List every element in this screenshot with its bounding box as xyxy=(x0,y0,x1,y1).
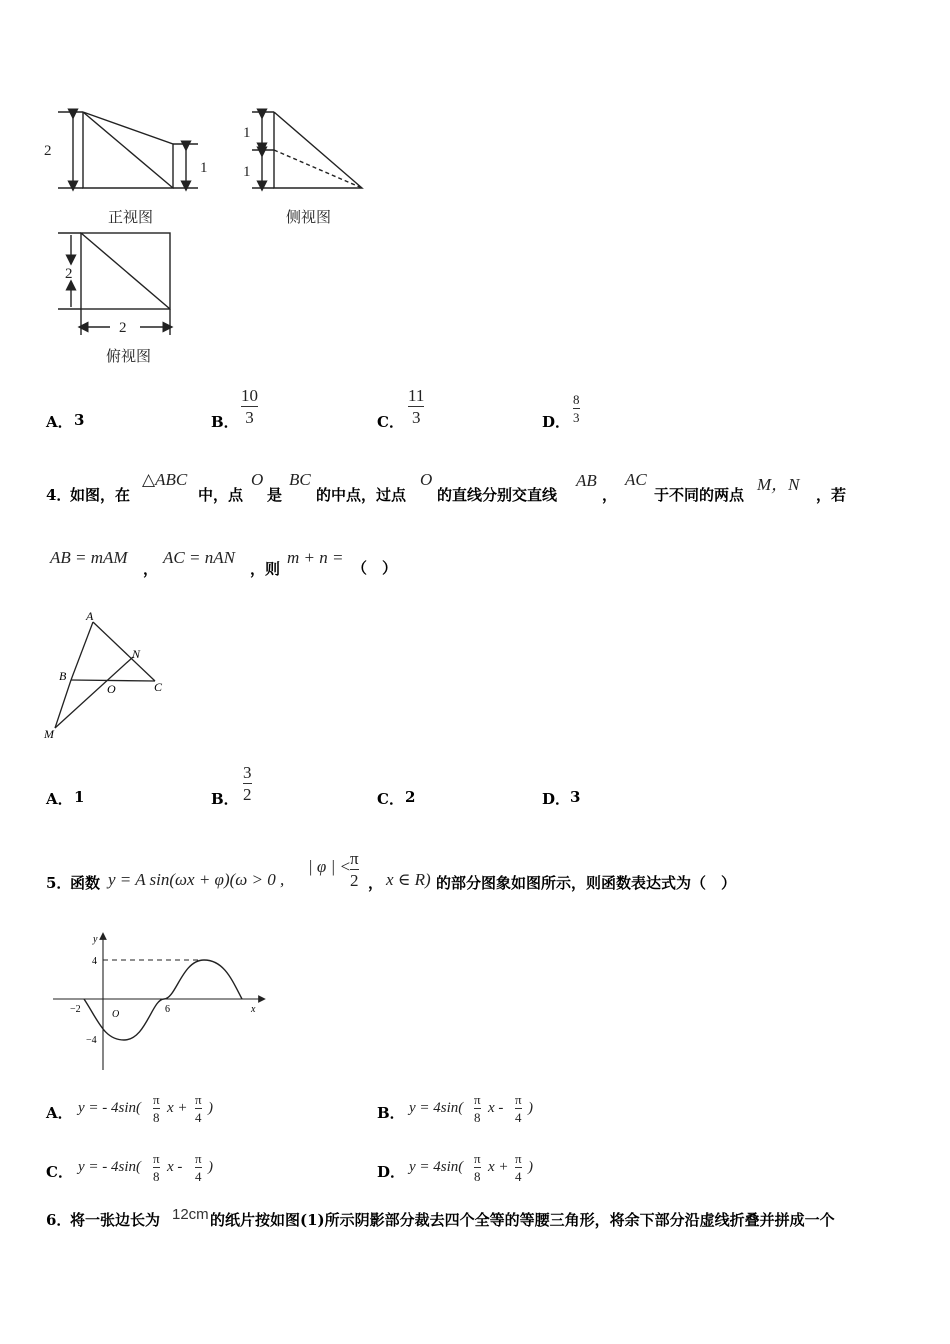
denominator: 3 xyxy=(411,408,421,427)
q4-number: 4． xyxy=(46,486,72,504)
q5-option-d[interactable] xyxy=(377,1152,697,1192)
q4-math-ab-mam: AB = mAM xyxy=(50,548,128,567)
front-view-caption: 正视图 xyxy=(108,208,154,226)
q5-text-1: 函数 xyxy=(70,874,101,892)
option-pre: y = - 4sin( xyxy=(78,1159,142,1175)
q5-sine-graph xyxy=(48,930,268,1075)
fraction-pi-4 xyxy=(515,1093,522,1124)
q4-text-8: ，若 xyxy=(816,486,847,504)
q4-text-4: 的中点，过点 xyxy=(316,486,407,504)
fraction-pi-4 xyxy=(195,1152,202,1183)
label-a: A xyxy=(86,609,94,623)
fraction-pi-4 xyxy=(195,1093,202,1124)
q4-option-b-label[interactable]: B． xyxy=(211,790,239,808)
q4-text-7: 于不同的两点 xyxy=(654,486,745,504)
q5-option-c[interactable] xyxy=(46,1152,366,1192)
denominator: 3 xyxy=(245,408,254,427)
q3-option-c-label[interactable]: C． xyxy=(377,413,404,431)
tick-4: 4 xyxy=(92,956,97,967)
q4-math-m-plus-n: m + n = xyxy=(287,548,344,567)
option-label: A． xyxy=(46,1104,73,1122)
option-label: B． xyxy=(377,1104,405,1122)
fraction-pi-8 xyxy=(153,1093,160,1124)
q4-math-o2: O xyxy=(420,470,433,489)
q5-text-3: 的部分图象如图所示，则函数表达式为（ ） xyxy=(436,874,737,892)
tick-neg2: −2 xyxy=(70,1004,81,1015)
q4-math-ac: AC xyxy=(625,470,647,489)
side-view xyxy=(252,112,362,188)
num: π xyxy=(195,1151,202,1166)
den: 8 xyxy=(474,1110,481,1125)
q3-option-d-label[interactable]: D． xyxy=(542,413,571,431)
top-view xyxy=(58,233,170,335)
q4-math-o: O xyxy=(251,470,264,489)
q5-option-b[interactable] xyxy=(377,1093,697,1133)
q5-option-a[interactable] xyxy=(46,1093,366,1133)
q4-text-1: 如图，在 xyxy=(70,486,131,504)
num: π xyxy=(515,1092,522,1107)
q6-math-length: 12cm xyxy=(172,1206,209,1223)
origin-label: O xyxy=(112,1009,120,1020)
q4-option-d-label[interactable]: D． xyxy=(542,790,571,808)
option-post: ) xyxy=(208,1159,213,1175)
top-dim-left: 2 xyxy=(65,266,73,282)
tick-neg4: −4 xyxy=(86,1035,97,1046)
option-pre: y = 4sin( xyxy=(409,1159,464,1175)
q3-option-b-label[interactable]: B． xyxy=(211,413,239,431)
side-dim-top: 1 xyxy=(243,125,251,141)
label-b: B xyxy=(59,669,67,683)
option-mid: x - xyxy=(167,1159,183,1175)
q5-number: 5． xyxy=(46,874,72,892)
side-dim-bottom: 1 xyxy=(243,164,251,180)
side-view-caption: 侧视图 xyxy=(286,208,332,226)
denominator: 3 xyxy=(573,410,580,425)
q4-line2-text-2: ，则 xyxy=(250,560,281,578)
sine-curve xyxy=(84,960,242,1040)
num: π xyxy=(153,1092,160,1107)
num: π xyxy=(515,1151,522,1166)
den: 8 xyxy=(474,1169,481,1184)
fraction-pi-4 xyxy=(515,1152,522,1183)
q4-triangle-figure xyxy=(40,606,180,746)
q4-option-a-label[interactable]: A． xyxy=(46,790,73,808)
q3-option-b-fraction xyxy=(241,387,258,426)
option-mid: x - xyxy=(488,1100,504,1116)
den: 4 xyxy=(515,1110,522,1125)
q4-option-b-fraction xyxy=(243,764,252,803)
q3-option-d-fraction xyxy=(573,393,580,424)
numerator: 8 xyxy=(573,392,580,407)
q6-text-1: 将一张边长为 xyxy=(70,1211,161,1229)
q5-math-phi: | φ | < xyxy=(308,857,351,876)
den: 4 xyxy=(195,1169,202,1184)
q4-text-6: ， xyxy=(602,486,618,504)
q6-text-2: 的纸片按如图(1)所示阴影部分裁去四个全等的等腰三角形，将余下部分沿虚线折叠并拼成一个 xyxy=(210,1211,835,1229)
tick-6: 6 xyxy=(165,1004,170,1015)
q4-option-a-value: 1 xyxy=(74,788,85,806)
top-view-caption: 俯视图 xyxy=(106,347,152,365)
option-label: D． xyxy=(377,1163,406,1181)
q4-text-3: 是 xyxy=(267,486,283,504)
den: 4 xyxy=(515,1169,522,1184)
fraction-pi-8 xyxy=(153,1152,160,1183)
q4-option-c-value: 2 xyxy=(405,788,416,806)
q5-pi-over-two xyxy=(350,850,359,889)
option-post: ) xyxy=(208,1100,213,1116)
top-dim-bottom: 2 xyxy=(119,320,127,336)
q5-text-2: ， xyxy=(368,874,384,892)
q5-math-domain: x ∈ R) xyxy=(386,870,431,889)
denominator: 2 xyxy=(350,871,359,890)
front-view xyxy=(58,112,198,188)
q4-math-bc: BC xyxy=(289,470,311,489)
q3-option-a-label[interactable]: A． xyxy=(46,413,73,431)
q4-text-2: 中，点 xyxy=(198,486,244,504)
num: π xyxy=(474,1092,481,1107)
axis-y-label: y xyxy=(93,934,98,945)
option-mid: x + xyxy=(488,1159,509,1175)
axis-x-label: x xyxy=(251,1004,256,1015)
label-m: M xyxy=(44,727,54,741)
front-dim-right: 1 xyxy=(200,160,208,176)
q4-line2-text-3: （ ） xyxy=(352,559,398,577)
numerator: π xyxy=(350,849,359,868)
label-o: O xyxy=(107,682,116,696)
option-pre: y = 4sin( xyxy=(409,1100,464,1116)
den: 8 xyxy=(153,1110,160,1125)
q3-option-a-value: 3 xyxy=(74,411,85,429)
front-dim-left: 2 xyxy=(44,143,52,159)
q4-text-5: 的直线分别交直线 xyxy=(437,486,558,504)
three-view-figure xyxy=(30,100,380,370)
num: π xyxy=(474,1151,481,1166)
option-pre: y = - 4sin( xyxy=(78,1100,142,1116)
fraction-pi-8 xyxy=(474,1152,481,1183)
option-post: ) xyxy=(528,1100,533,1116)
num: π xyxy=(153,1151,160,1166)
numerator: 10 xyxy=(241,386,258,405)
q4-option-d-value: 3 xyxy=(570,788,581,806)
q4-math-ab: AB xyxy=(576,471,597,490)
numerator: 11 xyxy=(408,386,425,405)
option-post: ) xyxy=(528,1159,533,1175)
option-mid: x + xyxy=(167,1100,188,1116)
q4-math-ac-nan: AC = nAN xyxy=(163,548,235,567)
q5-math-function: y = A sin(ωx + φ)(ω > 0 , xyxy=(108,870,285,889)
q4-math-triangle: △ABC xyxy=(142,470,188,489)
den: 4 xyxy=(195,1110,202,1125)
option-label: C． xyxy=(46,1163,73,1181)
fraction-pi-8 xyxy=(474,1093,481,1124)
q6-number: 6． xyxy=(46,1211,72,1229)
den: 8 xyxy=(153,1169,160,1184)
label-c: C xyxy=(154,680,163,694)
denominator: 2 xyxy=(243,785,252,804)
num: π xyxy=(195,1092,202,1107)
q4-line2-text-1: ， xyxy=(143,560,159,578)
q3-option-c-fraction xyxy=(408,387,424,426)
q4-math-mn: M，N xyxy=(757,475,800,494)
q4-option-c-label[interactable]: C． xyxy=(377,790,404,808)
label-n: N xyxy=(132,647,141,661)
numerator: 3 xyxy=(243,763,252,782)
